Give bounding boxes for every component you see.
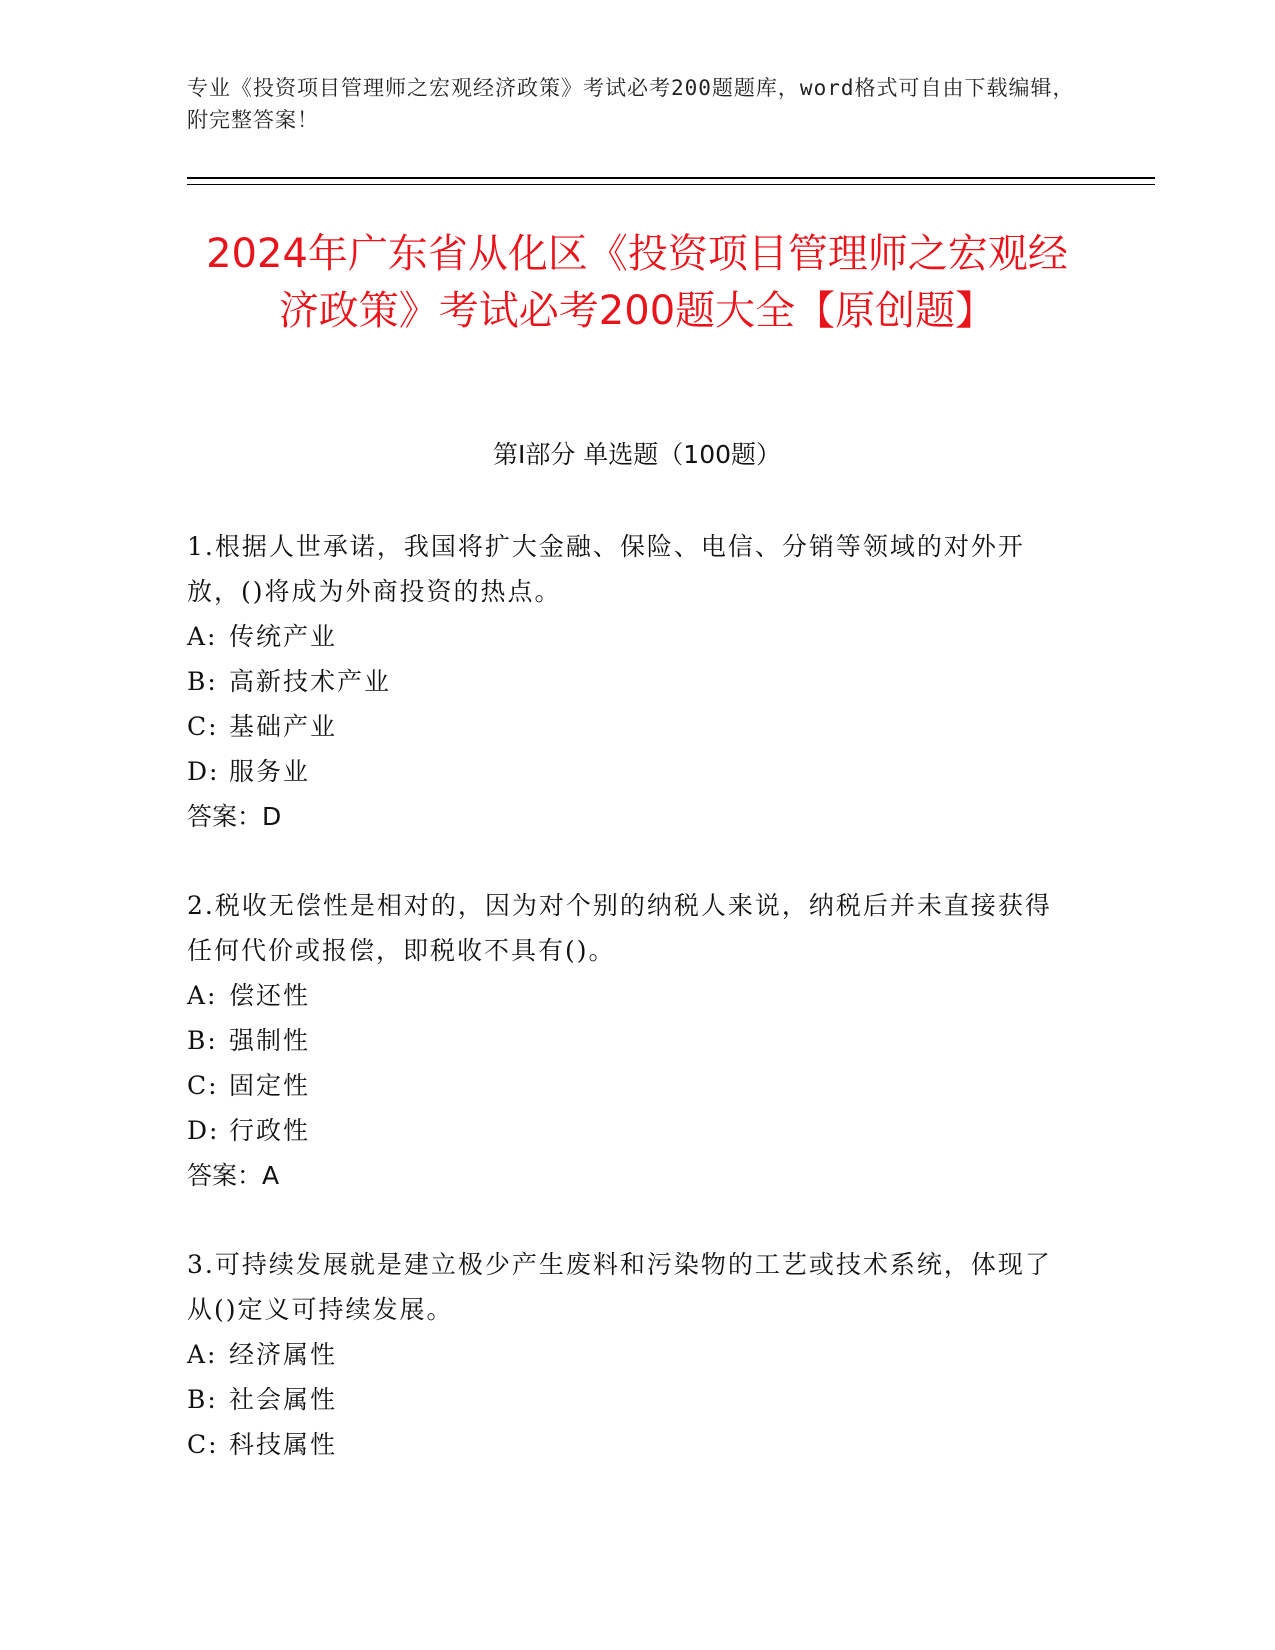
option-key: A: [187,622,218,651]
option-text: 偿还性 [229,981,311,1010]
header-note: 专业《投资项目管理师之宏观经济政策》考试必考200题题库，word格式可自由下载编辑，附完整答案！ [187,76,1075,132]
option-text: 传统产业 [229,622,338,651]
option-text: 行政性 [229,1116,311,1145]
option-key: A: [187,1340,218,1369]
question-block [187,524,1067,839]
option-key: A: [187,981,218,1010]
option-text: 服务业 [229,757,311,786]
header-divider-thin [187,184,1155,185]
document-title: 2024年广东省从化区《投资项目管理师之宏观经济政策》考试必考200题大全【原创题】 [206,231,1068,334]
option-a [187,973,1067,1018]
option-b [187,659,1067,704]
option-text: 基础产业 [229,712,338,741]
header-divider-thick [187,177,1155,179]
option-text: 强制性 [229,1026,311,1055]
option-text: 科技属性 [229,1430,338,1459]
option-key: B: [187,1026,218,1055]
question-stem: 3.可持续发展就是建立极少产生废料和污染物的工艺或技术系统，体现了从()定义可持续发展。 [187,1250,1052,1324]
option-d [187,749,1067,794]
answer-line: 答案：D [187,802,282,831]
section-title: 第Ⅰ部分 单选题（100题） [492,440,782,469]
option-key: D: [187,1116,220,1145]
option-b [187,1377,1067,1422]
option-key: B: [187,1385,218,1414]
option-key: C: [187,1071,219,1100]
option-text: 高新技术产业 [229,667,392,696]
option-text: 经济属性 [229,1340,338,1369]
option-c [187,704,1067,749]
option-key: B: [187,667,218,696]
option-b [187,1018,1067,1063]
answer-line: 答案：A [187,1161,280,1190]
option-d [187,1108,1067,1153]
option-text: 固定性 [229,1071,311,1100]
option-a [187,1332,1067,1377]
question-stem: 1.根据人世承诺，我国将扩大金融、保险、电信、分销等领域的对外开放，()将成为外商投资的热点。 [187,532,1025,606]
option-text: 社会属性 [229,1385,338,1414]
question-block [187,1242,1067,1467]
question-stem: 2.税收无偿性是相对的，因为对个别的纳税人来说，纳税后并未直接获得任何代价或报偿，即税收不具有()。 [187,891,1052,965]
question-block [187,883,1067,1198]
option-a [187,614,1067,659]
option-key: C: [187,712,219,741]
option-key: C: [187,1430,219,1459]
option-c [187,1422,1067,1467]
option-key: D: [187,757,220,786]
option-c [187,1063,1067,1108]
